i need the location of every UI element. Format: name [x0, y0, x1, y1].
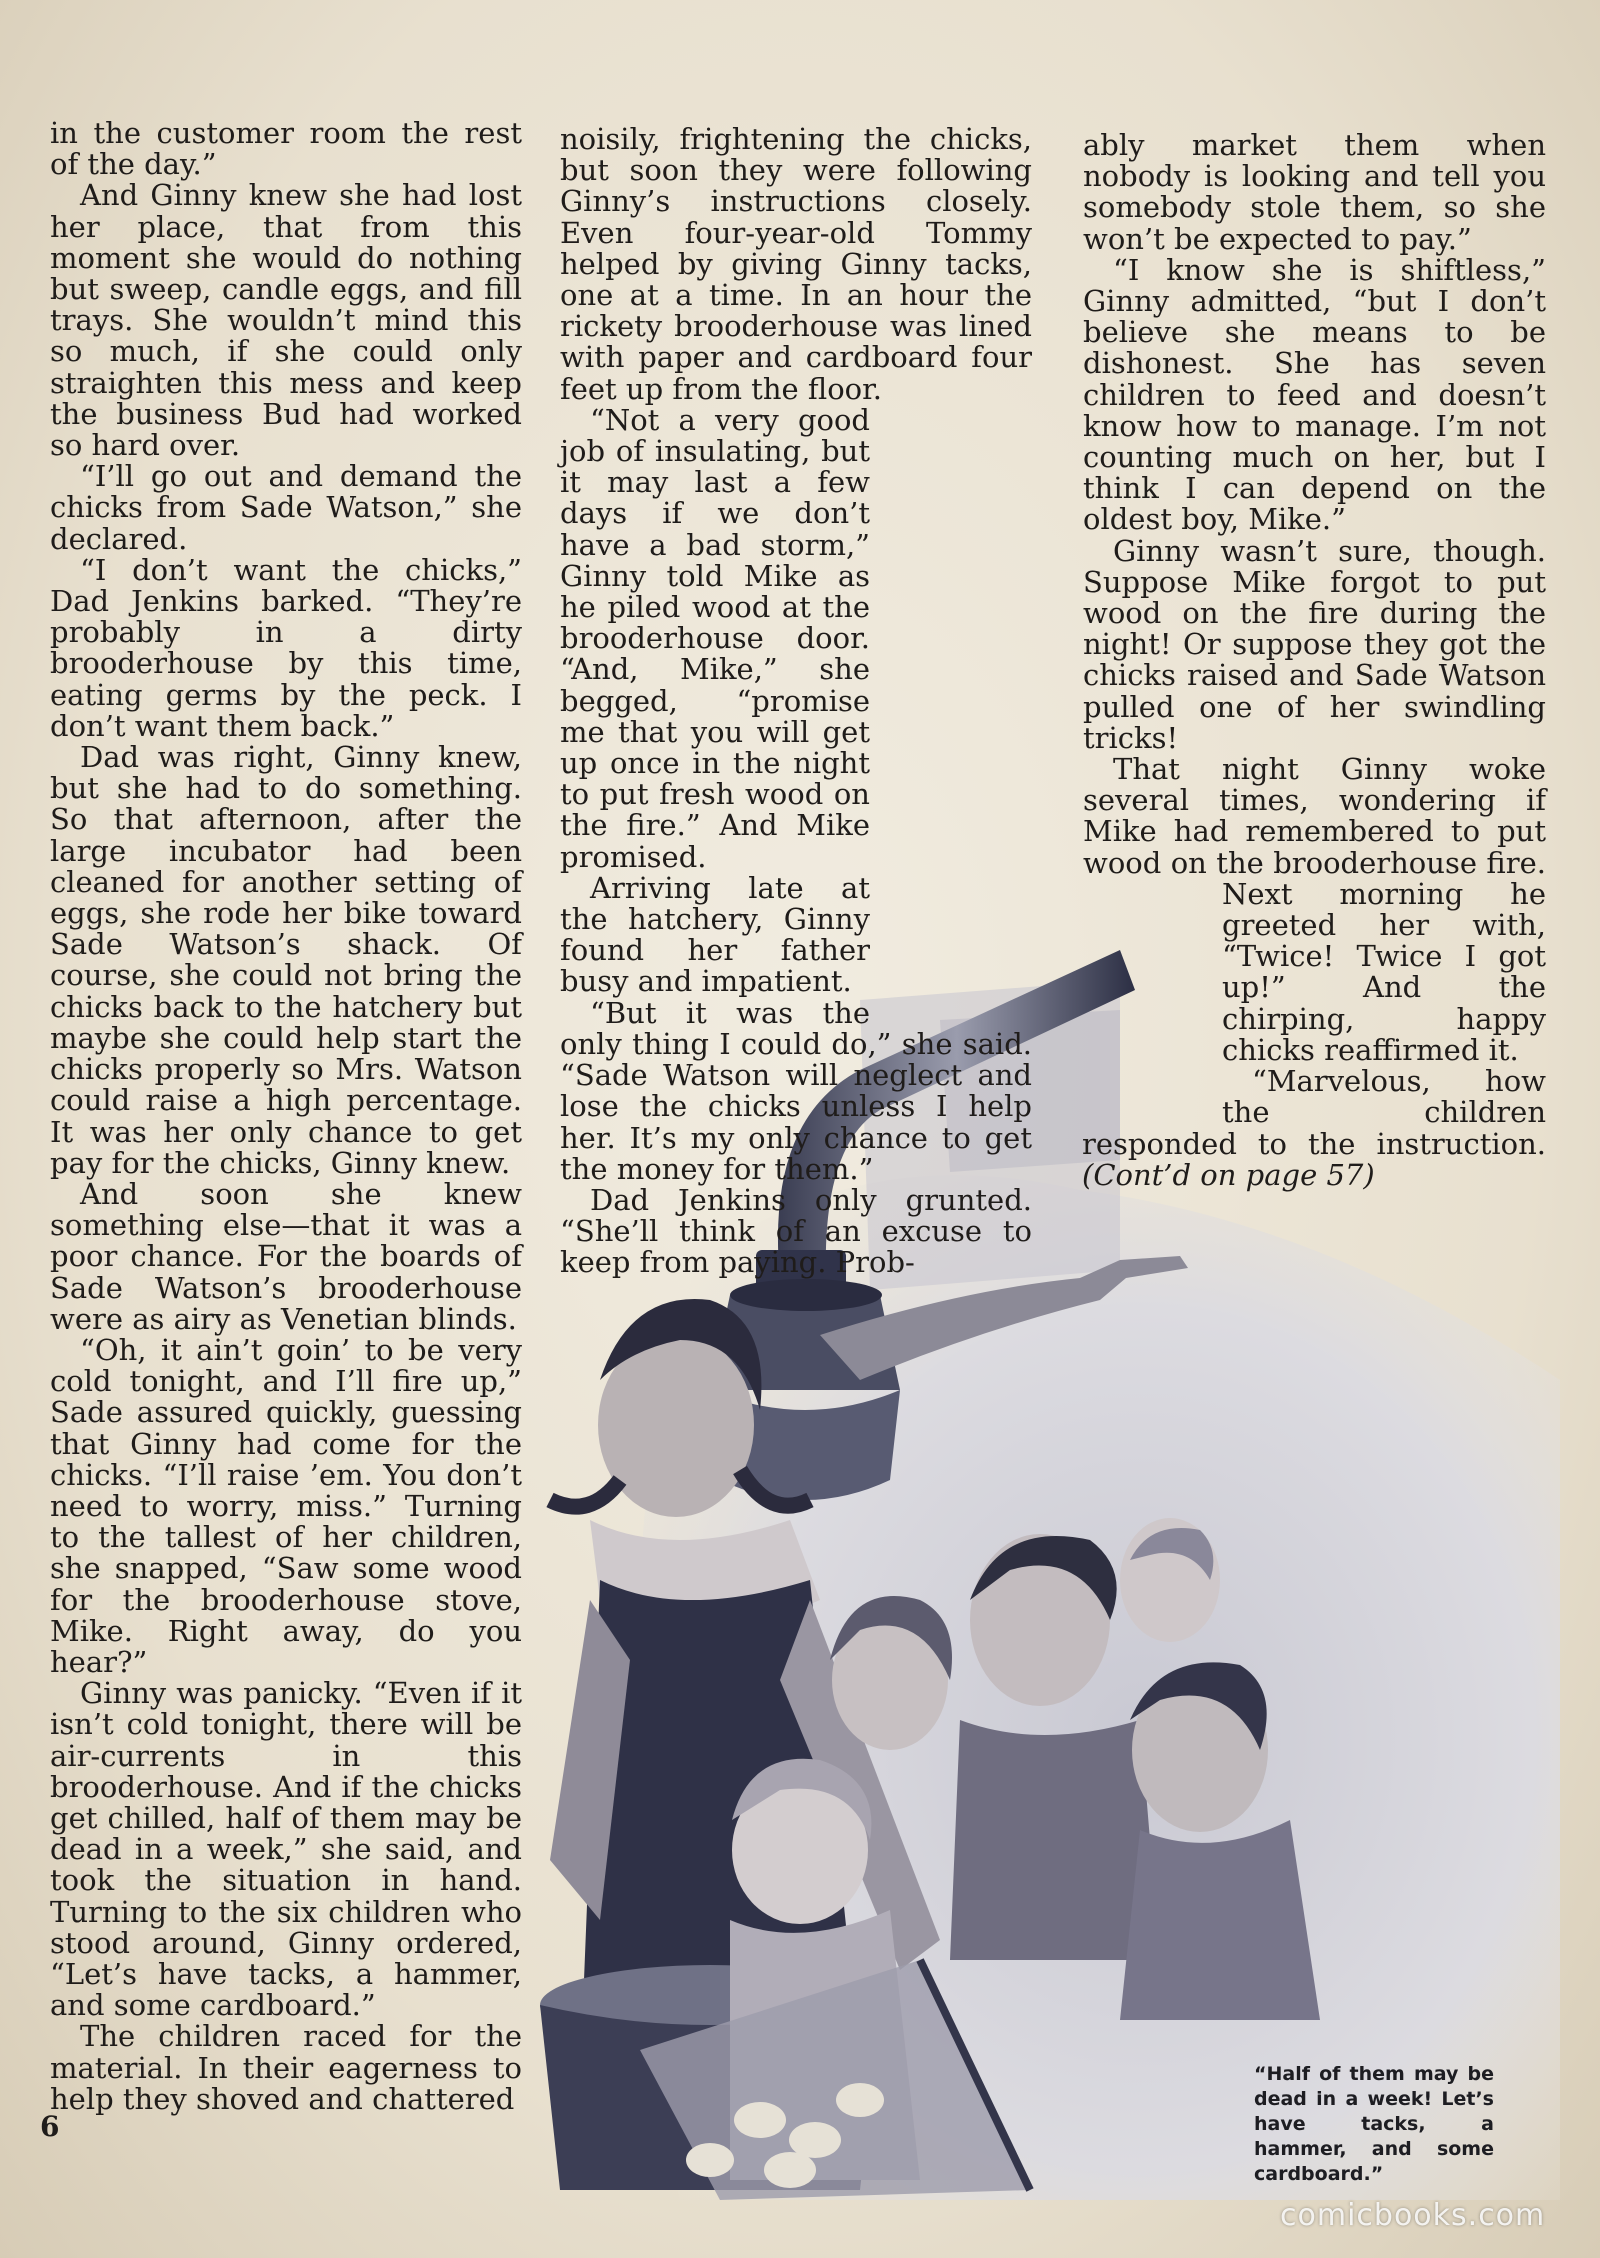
- paragraph: “I know she is shiftless,” Ginny admitted, “but I don’t believe she means to be dishonest. She has seven children to feed and doesn’t know how to manage. I’m not counting much on her, but I think I can depend on the oldest boy, Mike.”: [1083, 252, 1546, 537]
- watermark: comicbooks.com: [1280, 2198, 1546, 2233]
- paragraph: Arriving late at the hatchery, Ginny found her father busy and impatient.: [560, 870, 870, 999]
- paragraph: “I don’t want the chicks,” Dad Jenkins barked. “They’re probably in a dirty brooderhouse by this time, eating germs by the peck. I don’t want them back.”: [50, 552, 522, 743]
- paragraph: “Oh, it ain’t goin’ to be very cold tonight, and I’ll fire up,” Sade assured quickly, guessing that Ginny had come for the chicks. “I’ll raise ’em. You don’t need to worry, miss.” Turning to the tallest of her children, she snapped, “Saw some wood for the brooderhouse stove, Mike. Right away, do you hear?”: [50, 1332, 522, 1679]
- paragraph: The children raced for the material. In their eagerness to help they shoved and chattered: [50, 2019, 522, 2116]
- text-column-2: [560, 122, 1032, 1280]
- paragraph: ably market them when nobody is looking and tell you somebody stole them, so she won’t be expected to pay.”: [1083, 128, 1546, 256]
- paragraph: noisily, frightening the chicks, but soon they were following Ginny’s instructions closely. Even four-year-old Tommy helped by giving Ginny tacks, one at a time. In an hour the rickety brooderhouse was lined with paper and cardboard four feet up from the floor.: [560, 122, 1032, 406]
- paragraph: “Not a very good job of insulating, but it may last a few days if we don’t have a bad storm,” Ginny told Mike as he piled wood at the brooderhouse door. “And, Mike,” she begged, “promise me that you will get up once in the night to put fresh wood on the fire.” And Mike promised.: [560, 402, 870, 874]
- paragraph: Ginny was panicky. “Even if it isn’t cold tonight, there will be air-currents in this brooderhouse. And if the chicks get chilled, half of them may be dead in a week,” she said, and took the situation in hand. Turning to the six children who stood around, Ginny ordered, “Let’s have tacks, a hammer, and some cardboard.”: [50, 1676, 522, 2023]
- page-number: 6: [40, 2110, 60, 2143]
- paragraph: “But it was the only thing I could do,” she said. “Sade Watson will neglect and lose the chicks unless I help her. It’s my only chance to get the money for them.”: [560, 995, 1032, 1186]
- paragraph: Dad Jenkins only grunted. “She’ll think of an excuse to keep from paying. Prob-: [560, 1182, 1032, 1280]
- paragraph: in the customer room the rest of the day.”: [50, 116, 522, 182]
- text-column-3: [1082, 128, 1546, 1192]
- continued-note: (Cont’d on page 57): [1082, 1157, 1375, 1192]
- paragraph: Dad was right, Ginny knew, but she had to do something. So that afternoon, after the large incubator had been cleaned for another setting of eggs, she rode her bike toward Sade Watson’s shack. Of course, she could not bring the chicks back to the hatchery but maybe she could help start the chicks properly so Mrs. Watson could raise a high percentage. It was her only chance to get pay for the chicks, Ginny knew.: [50, 740, 522, 1180]
- paragraph: That night Ginny woke several times, wondering if Mike had remembered to put wood on the brooderhouse fire. Next morning he greeted her with, “Twice! Twice I got up!” And the chirping, happy chicks reaffirmed it.: [1083, 752, 1546, 1067]
- paragraph: Ginny wasn’t sure, though. Suppose Mike forgot to put wood on the fire during the night! Or suppose they got the chicks raised and Sade Watson pulled one of her swindling tricks!: [1083, 533, 1546, 755]
- illustration-caption: “Half of them may be dead in a week! Let’s have tacks, a hammer, and some cardboard.”: [1254, 2063, 1494, 2185]
- illustration-gap: [1082, 910, 1222, 1120]
- paragraph: And Ginny knew she had lost her place, that from this moment she would do nothing but sweep, candle eggs, and fill trays. She wouldn’t mind this so much, if she could only straighten this mess and keep the business Bud had worked so hard over.: [50, 178, 522, 463]
- paragraph: And soon she knew something else—that it was a poor chance. For the boards of Sade Watson’s brooderhouse were as airy as Venetian blinds.: [50, 1176, 522, 1336]
- paragraph: “I’ll go out and demand the chicks from Sade Watson,” she declared.: [50, 459, 522, 556]
- paragraph-text: “Marvelous, how the children responded to the instruction.: [1082, 1064, 1546, 1161]
- text-column-1: [50, 118, 522, 2158]
